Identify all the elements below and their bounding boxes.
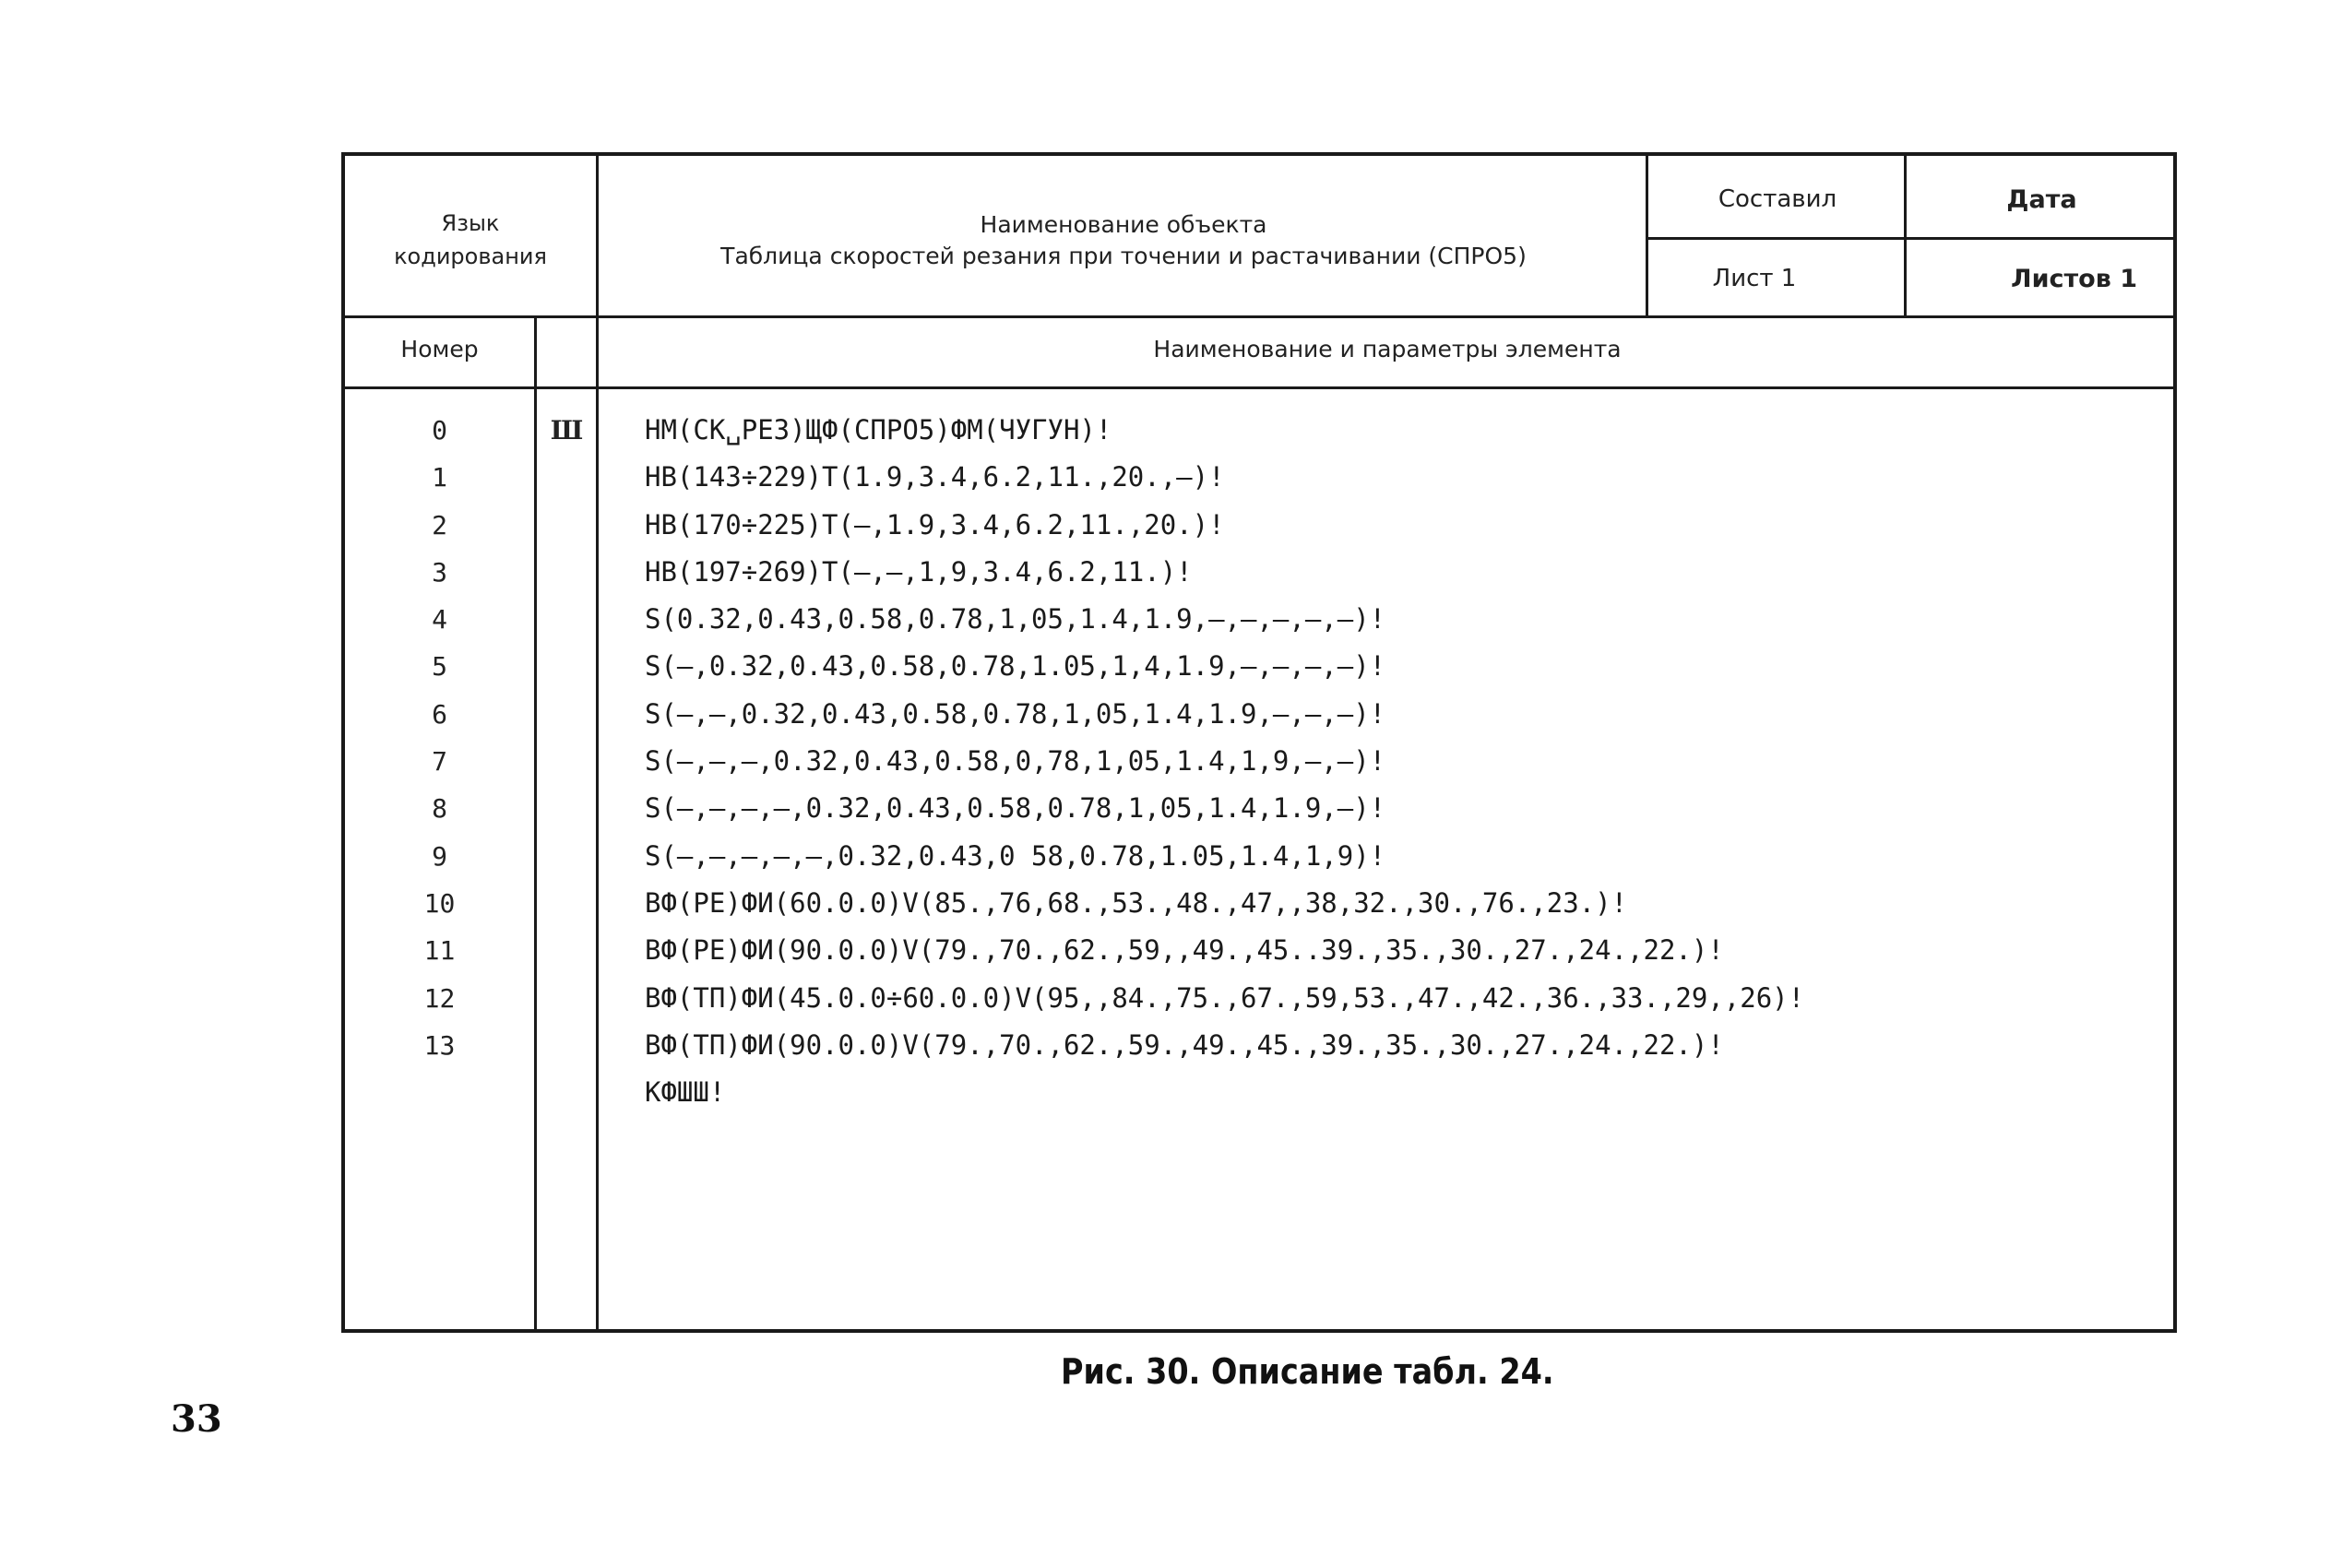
row-code: S(–,0.32,0.43,0.58,0.78,1.05,1,4,1.9,–,–,–,–)!	[645, 650, 1386, 683]
table-row	[345, 1069, 2173, 1116]
row-mark: Ш	[550, 415, 584, 445]
table-row	[345, 643, 2173, 690]
row-number: 10	[423, 887, 456, 919]
figure-caption: Рис. 30. Описание табл. 24.	[1061, 1351, 1554, 1392]
table-row	[345, 880, 2173, 927]
object-name: Таблица скоростей резания при точении и растачивании (СПРО5)	[720, 243, 1527, 269]
object-label: Наименование объекта	[980, 211, 1267, 238]
table-row	[345, 785, 2173, 832]
row-code: КФШШ!	[645, 1076, 726, 1109]
table-row	[345, 1022, 2173, 1069]
row-number: 2	[432, 509, 447, 540]
row-number: 8	[432, 793, 447, 825]
row-code: ВФ(ТП)ФИ(45.0.0÷60.0.0)V(95,,84.,75.,67.,59,53.,47.,42.,36.,33.,29,,26)!	[645, 981, 1805, 1014]
coding-language-label: Язык кодирования	[394, 210, 547, 269]
table-row	[345, 502, 2173, 549]
row-code: S(–,–,–,–,–,0.32,0.43,0 58,0.78,1.05,1.4,1,9)!	[645, 839, 1386, 872]
element-rows	[345, 407, 2173, 1116]
row-code: S(–,–,–,–,0.32,0.43,0.58,0.78,1,05,1.4,1.9,–)!	[645, 792, 1386, 825]
table-row	[345, 454, 2173, 501]
row-code: ВФ(РЕ)ФИ(60.0.0)V(85.,76,68.,53.,48.,47,,38,32.,30.,76.,23.)!	[645, 886, 1628, 919]
column-header-parameters: Наименование и параметры элемента	[1153, 336, 1622, 362]
row-number: 5	[432, 651, 447, 683]
row-number: 12	[423, 982, 456, 1014]
object-name-block	[599, 209, 1648, 272]
table-row	[345, 927, 2173, 974]
sheet-label: Лист 1	[1712, 265, 1797, 292]
coding-form	[341, 152, 2177, 1333]
composed-by-label: Составил	[1718, 185, 1837, 213]
row-code: S(0.32,0.43,0.58,0.78,1,05,1.4,1.9,–,–,–,–,–)!	[645, 603, 1386, 636]
divider	[345, 315, 2177, 318]
date-label: Дата	[2006, 185, 2077, 214]
row-number: 11	[423, 935, 456, 967]
sheets-total-label: Листов 1	[2011, 265, 2137, 293]
row-code: S(–,–,–,0.32,0.43,0.58,0,78,1,05,1.4,1,9,–,–)!	[645, 745, 1386, 778]
table-row	[345, 596, 2173, 643]
table-row	[345, 549, 2173, 596]
row-number: 1	[432, 462, 447, 493]
page-number: 33	[171, 1397, 222, 1441]
table-row	[345, 833, 2173, 880]
row-code: S(–,–,0.32,0.43,0.58,0.78,1,05,1.4,1.9,–,–,–)!	[645, 697, 1386, 730]
row-code: НМ(СК␣РЕЗ)ЩФ(СПРО5)ФМ(ЧУГУН)!	[645, 414, 1112, 445]
table-row	[345, 691, 2173, 738]
row-code: ВФ(ТП)ФИ(90.0.0)V(79.,70.,62.,59.,49.,45.,39.,35.,30.,27.,24.,22.)!	[645, 1028, 1724, 1061]
row-number: 0	[432, 415, 447, 445]
row-code: НВ(170÷225)Т(–,1.9,3.4,6.2,11.,20.)!	[645, 508, 1225, 540]
row-number: 4	[432, 604, 447, 636]
row-number: 9	[432, 840, 447, 872]
row-number: 7	[432, 746, 447, 778]
table-row	[345, 975, 2173, 1022]
row-code: НВ(143÷229)Т(1.9,3.4,6.2,11.,20.,–)!	[645, 461, 1225, 493]
row-code: ВФ(РЕ)ФИ(90.0.0)V(79.,70.,62.,59,,49.,45..39.,35.,30.,27.,24.,22.)!	[645, 934, 1724, 967]
table-row	[345, 738, 2173, 785]
row-number: 3	[432, 556, 447, 588]
column-header-number: Номер	[400, 336, 479, 362]
divider	[1646, 237, 2177, 240]
row-number: 13	[423, 1029, 456, 1061]
row-code: НВ(197÷269)Т(–,–,1,9,3.4,6.2,11.)!	[645, 555, 1193, 588]
divider	[345, 386, 2177, 389]
row-number: 6	[432, 698, 447, 730]
table-row	[345, 407, 2173, 454]
